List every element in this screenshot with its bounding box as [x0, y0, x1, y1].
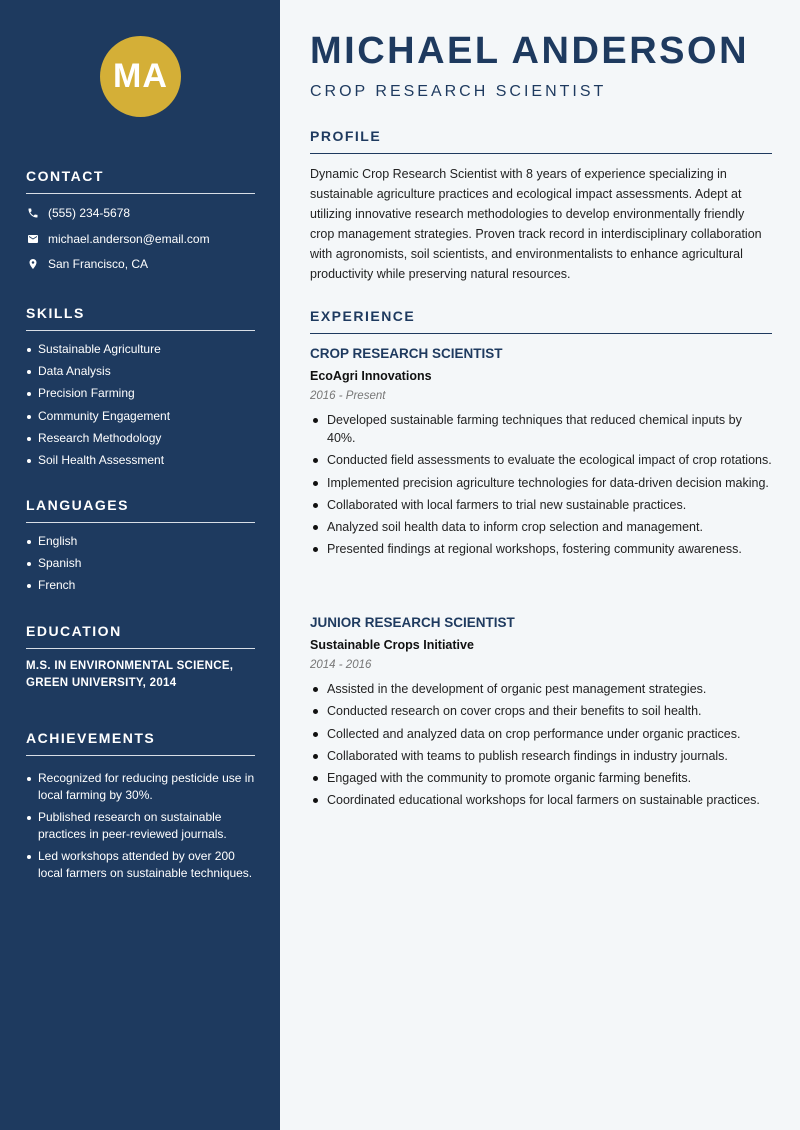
location-text: San Francisco, CA [48, 257, 149, 271]
contact-location [26, 254, 255, 274]
candidate-name: MICHAEL ANDERSON [310, 30, 750, 72]
contact-email [26, 229, 255, 249]
email-icon [26, 232, 40, 246]
job-entry [310, 615, 772, 814]
achievement-item: Recognized for reducing pesticide use in local farming by 30%. [26, 770, 255, 804]
education-heading: EDUCATION [26, 623, 122, 639]
languages-section [26, 497, 255, 594]
experience-heading: EXPERIENCE [310, 308, 416, 324]
education-section [26, 623, 255, 692]
achievements-divider [26, 755, 255, 756]
skill-item: Data Analysis [26, 363, 255, 380]
job-bullet: Coordinated educational workshops for local farmers on sustainable practices. [310, 791, 772, 809]
job-entry [310, 346, 772, 563]
job-company: EcoAgri Innovations [310, 369, 432, 383]
job-bullet: Engaged with the community to promote organic farming benefits. [310, 769, 772, 787]
avatar-initials: MA [113, 57, 168, 95]
job-role: CROP RESEARCH SCIENTIST [310, 346, 503, 361]
skills-divider [26, 330, 255, 331]
languages-heading: LANGUAGES [26, 497, 129, 513]
skills-list [26, 341, 255, 469]
language-item: Spanish [26, 555, 255, 572]
profile-heading: PROFILE [310, 128, 382, 144]
skills-heading: SKILLS [26, 305, 85, 321]
language-item: French [26, 577, 255, 594]
achievement-item: Led workshops attended by over 200 local farmers on sustainable techniques. [26, 848, 255, 882]
skill-item: Soil Health Assessment [26, 452, 255, 469]
contact-heading: CONTACT [26, 168, 104, 184]
job-bullet: Conducted research on cover crops and their benefits to soil health. [310, 702, 772, 720]
job-bullets [310, 411, 772, 558]
job-bullet: Presented findings at regional workshops, fostering community awareness. [310, 540, 772, 558]
phone-link[interactable]: (555) 234-5678 [48, 206, 131, 220]
job-bullets [310, 680, 772, 809]
achievement-item: Published research on sustainable practices in peer-reviewed journals. [26, 809, 255, 843]
job-bullet: Conducted field assessments to evaluate the ecological impact of crop rotations. [310, 451, 772, 469]
education-line-1: M.S. IN ENVIRONMENTAL SCIENCE, [26, 660, 234, 672]
skills-section [26, 305, 255, 469]
job-bullet: Developed sustainable farming techniques that reduced chemical inputs by 40%. [310, 411, 772, 447]
achievements-heading: ACHIEVEMENTS [26, 730, 156, 746]
job-bullet: Assisted in the development of organic pest management strategies. [310, 680, 772, 698]
job-dates: 2016 - Present [310, 390, 386, 402]
contact-section [26, 168, 255, 274]
language-item: English [26, 533, 255, 550]
avatar [100, 36, 181, 117]
candidate-title: CROP RESEARCH SCIENTIST [310, 83, 607, 100]
education-divider [26, 648, 255, 649]
experience-divider [310, 333, 772, 334]
job-company: Sustainable Crops Initiative [310, 638, 474, 652]
phone-icon [26, 206, 40, 220]
email-link[interactable]: michael.anderson@email.com [48, 231, 210, 246]
job-bullet: Collaborated with teams to publish research findings in industry journals. [310, 747, 772, 765]
job-bullet: Collected and analyzed data on crop performance under organic practices. [310, 725, 772, 743]
job-bullet: Analyzed soil health data to inform crop selection and management. [310, 518, 772, 536]
contact-divider [26, 193, 255, 194]
skill-item: Community Engagement [26, 408, 255, 425]
languages-divider [26, 522, 255, 523]
profile-divider [310, 153, 772, 154]
skill-item: Research Methodology [26, 430, 255, 447]
experience-section [310, 308, 772, 334]
achievements-list [26, 770, 255, 882]
education-line-2: GREEN UNIVERSITY, 2014 [26, 677, 177, 689]
job-dates: 2014 - 2016 [310, 659, 372, 671]
contact-phone [26, 203, 255, 223]
job-role: JUNIOR RESEARCH SCIENTIST [310, 615, 515, 630]
profile-section [310, 128, 772, 284]
achievements-section [26, 730, 255, 882]
profile-summary: Dynamic Crop Research Scientist with 8 years of experience specializing in sustainable agriculture practices and ecological impact assessments. Adept at utilizing innovative research methodologies to develop environmentally friendly crop management strategies. Proven track record in interdisciplinary collaboration with agronomists, soil scientists, and environmentalists to enhance agricultural productivity while preserving natural resources. [310, 167, 762, 281]
sidebar [0, 0, 280, 1130]
skill-item: Sustainable Agriculture [26, 341, 255, 358]
job-bullet: Implemented precision agriculture technologies for data-driven decision making. [310, 474, 772, 492]
education-degree [26, 658, 255, 692]
skill-item: Precision Farming [26, 385, 255, 402]
languages-list [26, 533, 255, 594]
job-bullet: Collaborated with local farmers to trial new sustainable practices. [310, 496, 772, 514]
location-pin-icon [26, 257, 40, 271]
